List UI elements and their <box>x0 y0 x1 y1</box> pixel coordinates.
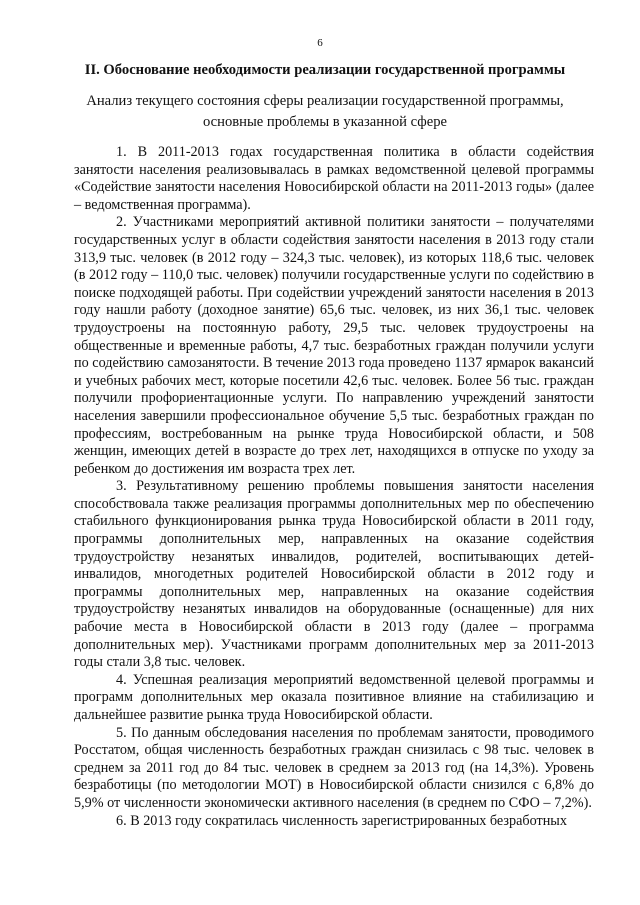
paragraph-2: 2. Участниками мероприятий активной политики занятости – получателями государственных услуг в области содействия занятости населения в 2013 году стали 313,9 тыс. человек (в 2012 году – 324,3 тыс. человек), из которых 118,6 тыс. человек (в 2012 году – 110,0 тыс. человек) получили государственные услуги по содействию в поиске подходящей работы. При содействии учреждений занятости населения в 2013 году нашли работу (доходное занятие) 65,6 тыс. человек, из них 36,1 тыс. человек трудоустроены на постоянную работу, 29,5 тыс. человек трудоустроены на общественные и временные работы, 4,7 тыс. безработных граждан получили услуги по содействию самозанятости. В течение 2013 года проведено 1137 ярмарок вакансий и учебных рабочих мест, которые посетили 42,6 тыс. человек. Более 56 тыс. граждан получили профориентационные услуги. По направлению учреждений занятости населения завершили профессиональное обучение 5,5 тыс. безработных граждан по профессиям, востребованным на рынке труда Новосибирской области, и 508 женщин, имеющих детей в возрасте до трех лет, находящихся в отпуске по уходу за ребенком до достижения им возраста трех лет. <box>74 214 594 477</box>
paragraph-4: 4. Успешная реализация мероприятий ведомственной целевой программы и программ дополнительных мер оказала позитивное влияние на стабилизацию и дальнейшее развитие рынка труда Новосибирской области. <box>74 671 594 723</box>
paragraph-5: 5. По данным обследования населения по проблемам занятости, проводимого Росстатом, общая численность безработных граждан снизилась с 98 тыс. человек в среднем за 2011 год до 84 тыс. человек в среднем за 2013 год (на 14,3%). Уровень безработицы (по методологии МОТ) в Новосибирской области снизился с 6,8% до 5,9% от численности экономически активного населения (в среднем по СФО – 7,2%). <box>74 724 594 811</box>
paragraph-6: 6. В 2013 году сократилась численность зарегистрированных безработных <box>116 812 567 829</box>
paragraph-3: 3. Результативному решению проблемы повышения занятости населения способствовала также реализация программы дополнительных мер по обеспечению стабильного функционирования рынка труда Новосибирской области в 2011 году, программы дополнительных мер, направленных на оказание содействия трудоустройству незанятых инвалидов, родителей, воспитывающих детей-инвалидов, многодетных родителей Новосибирской области в 2012 году и программы дополнительных мер, направленных на оказание содействия трудоустройству незанятых инвалидов на оборудованные (оснащенные) для них рабочие места в Новосибирской области в 2013 году (далее – программа дополнительных мер). Участниками программ дополнительных мер за 2011-2013 годы стали 3,8 тыс. человек. <box>74 478 594 671</box>
section-title: II. Обоснование необходимости реализации государственной программы <box>84 62 566 78</box>
document-body <box>74 144 594 830</box>
section-subtitle: Анализ текущего состояния сферы реализации государственной программы, основные проблемы в указанной сфере <box>86 93 564 130</box>
paragraph-1: 1. В 2011-2013 годах государственная политика в области содействия занятости населения реализовывалась в рамках ведомственной целевой программы «Содействие занятости населения Новосибирской области на 2011-2013 годы» (далее – ведомственная программа). <box>74 144 594 213</box>
page-number: 6 <box>317 37 323 49</box>
